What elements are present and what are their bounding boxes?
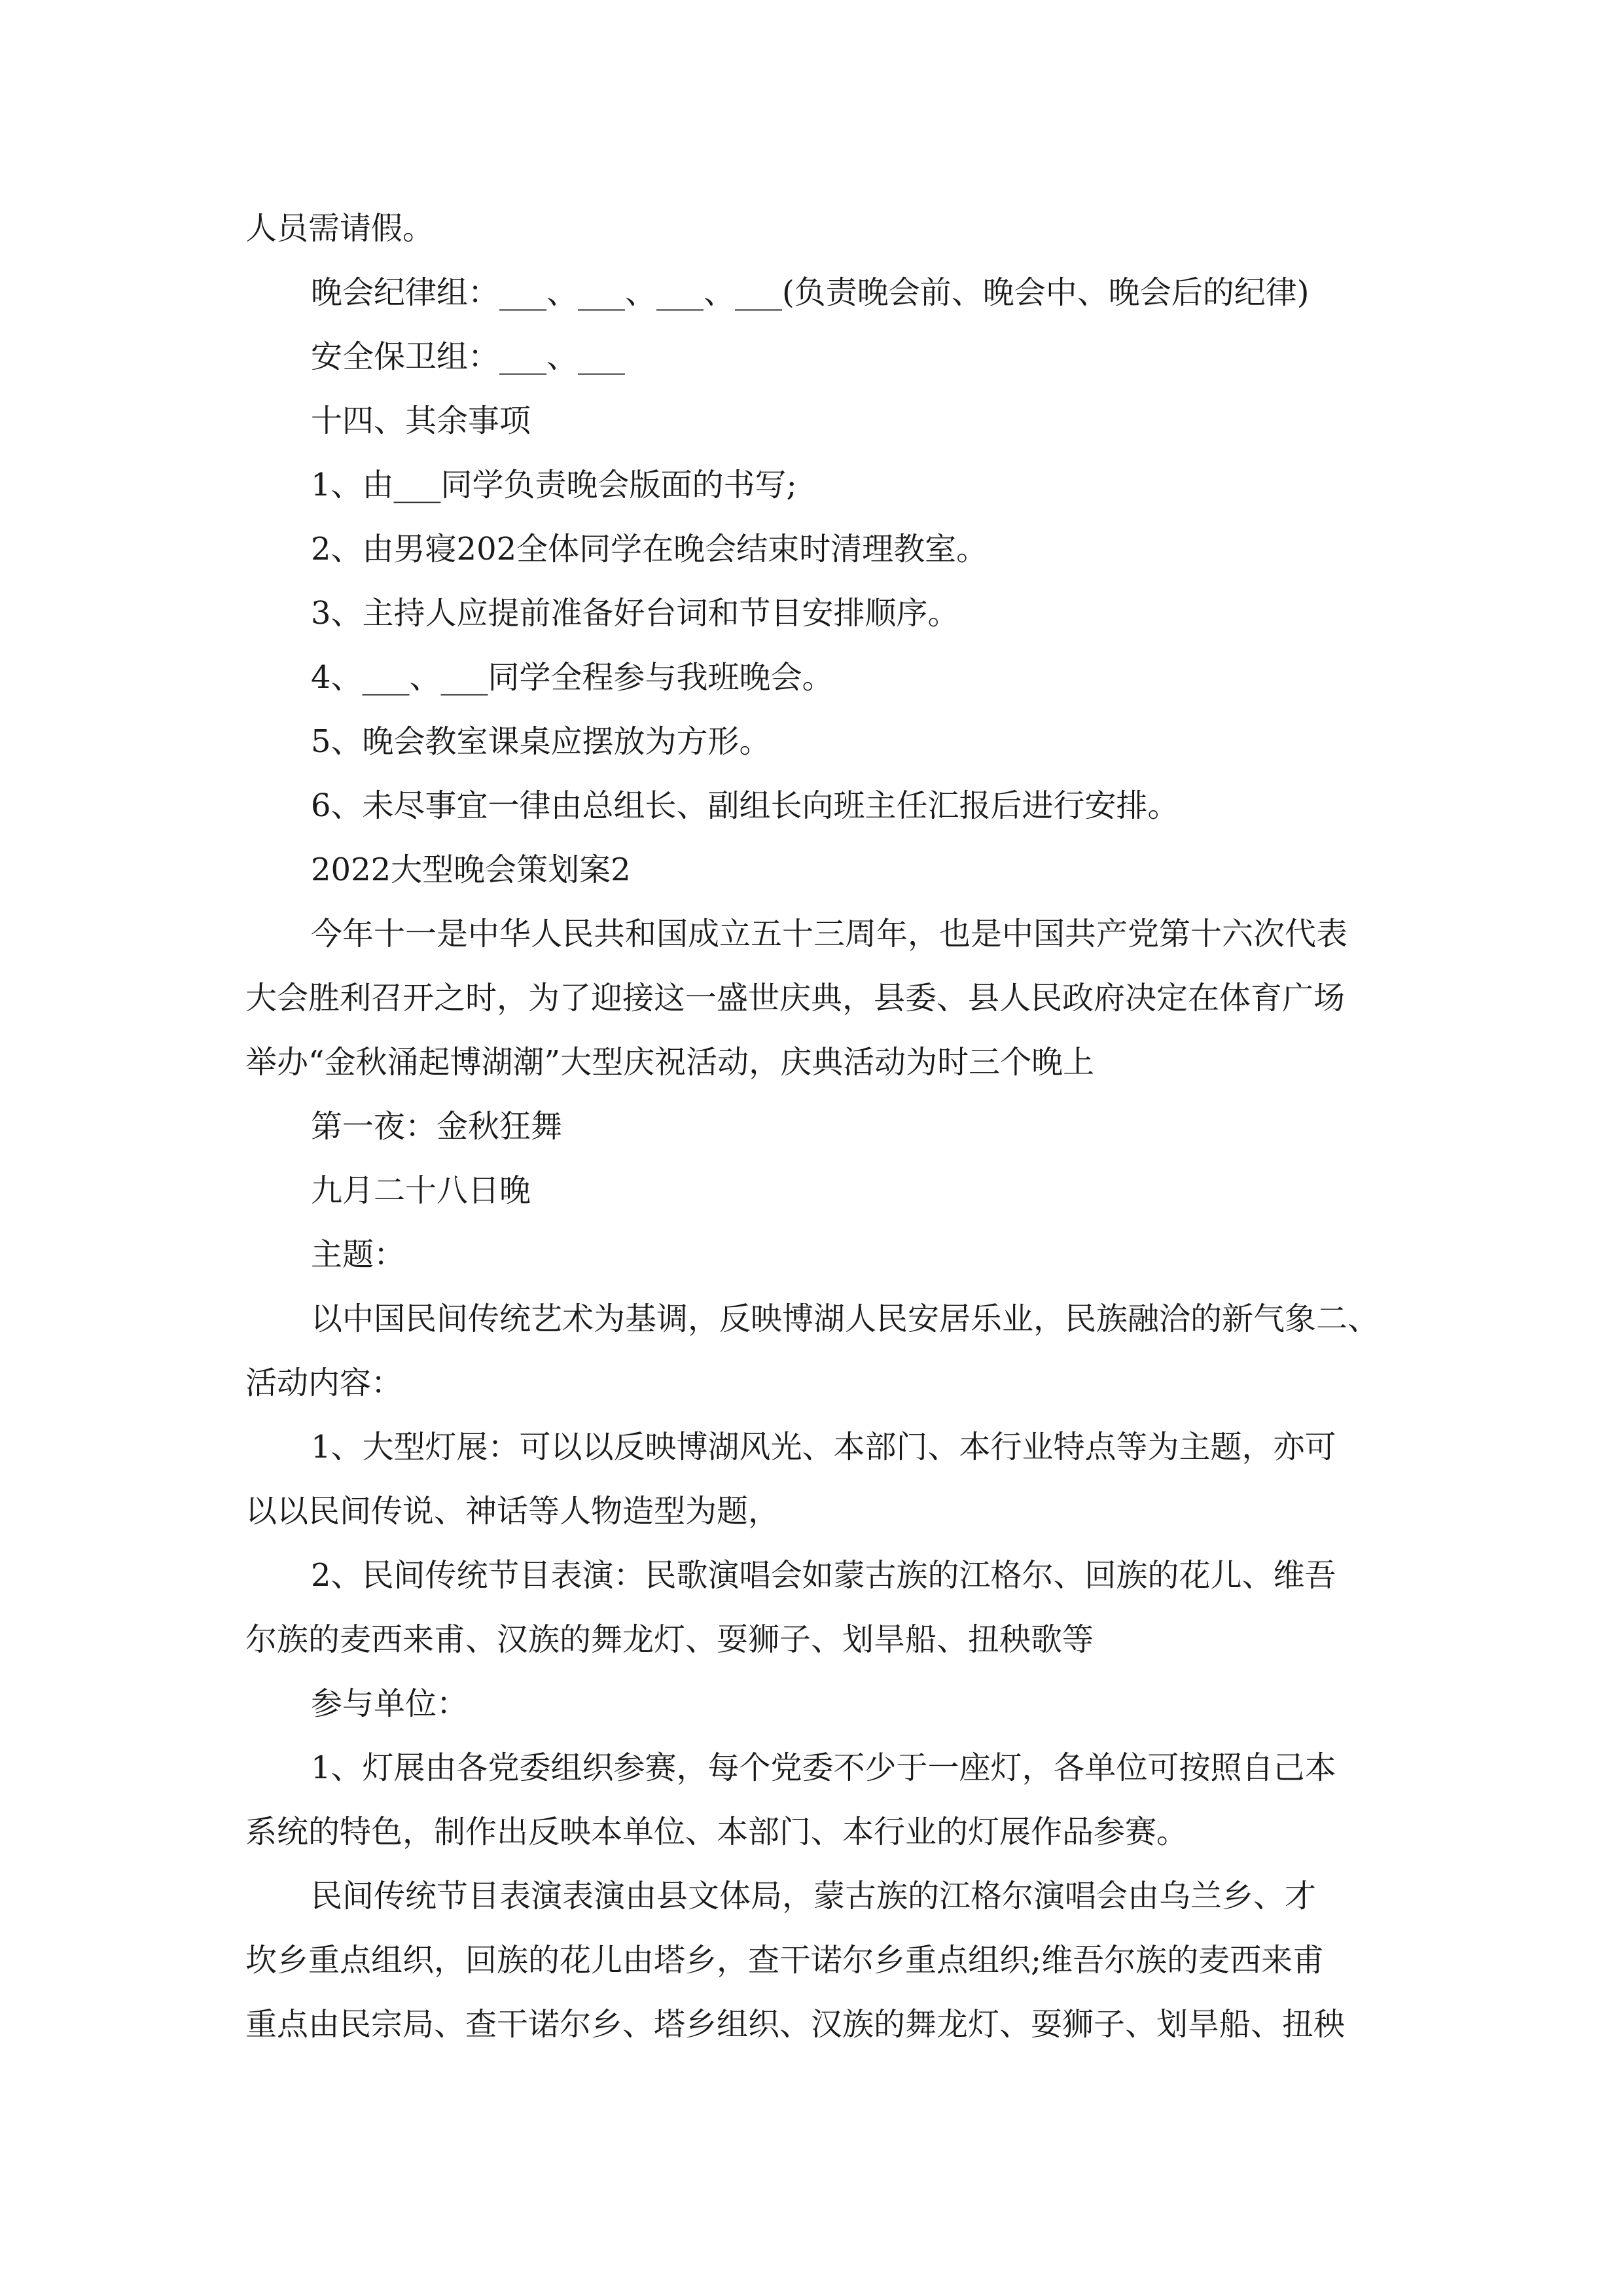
- text-line: 以以民间传说、神话等人物造型为题，: [245, 1493, 780, 1530]
- text-line: 4、___、___同学全程参与我班晚会。: [311, 659, 834, 696]
- text-line: 5、晚会教室课桌应摆放为方形。: [311, 723, 771, 760]
- text-line: 十四、其余事项: [311, 403, 531, 439]
- text-line: 系统的特色，制作出反映本单位、本部门、本行业的灯展作品参赛。: [245, 1814, 1188, 1850]
- text-line: 2022大型晚会策划案2: [311, 852, 631, 888]
- text-line: 3、主持人应提前准备好台词和节目安排顺序。: [311, 595, 959, 632]
- text-line: 1、灯展由各党委组织参赛，每个党委不少于一座灯，各单位可按照自己本: [311, 1749, 1336, 1786]
- text-line: 民间传统节目表演表演由县文体局，蒙古族的江格尔演唱会由乌兰乡、才: [311, 1878, 1317, 1914]
- text-line: 安全保卫组：___、___: [311, 338, 626, 375]
- text-line: 以中国民间传统艺术为基调，反映博湖人民安居乐业，民族融洽的新气象二、: [311, 1300, 1380, 1337]
- text-line: 主题：: [311, 1236, 406, 1273]
- text-line: 晚会纪律组：___、___、___、___(负责晚会前、晚会中、晚会后的纪律): [311, 274, 1310, 311]
- text-line: 九月二十八日晚: [311, 1172, 531, 1209]
- text-line: 人员需请假。: [245, 210, 435, 247]
- text-line: 大会胜利召开之时，为了迎接这一盛世庆典，县委、县人民政府决定在体育广场: [245, 980, 1346, 1016]
- text-line: 举办“金秋涌起博湖潮”大型庆祝活动，庆典活动为时三个晚上: [245, 1044, 1095, 1081]
- text-line: 2、由男寝202全体同学在晚会结束时清理教室。: [311, 531, 988, 567]
- text-line: 尔族的麦西来甫、汉族的舞龙灯、耍狮子、划旱船、扭秧歌等: [245, 1621, 1094, 1658]
- text-line: 6、未尽事宜一律由总组长、副组长向班主任汇报后进行安排。: [311, 787, 1179, 824]
- text-line: 2、民间传统节目表演：民歌演唱会如蒙古族的江格尔、回族的花儿、维吾: [311, 1557, 1336, 1594]
- text-line: 参与单位：: [311, 1685, 469, 1722]
- text-line: 今年十一是中华人民共和国成立五十三周年，也是中国共产党第十六次代表: [311, 916, 1348, 952]
- text-line: 1、由___同学负责晚会版面的书写;: [311, 467, 797, 503]
- text-line: 第一夜：金秋狂舞: [311, 1108, 563, 1145]
- text-line: 坎乡重点组织，回族的花儿由塔乡，查干诺尔乡重点组织;维吾尔族的麦西来甫: [245, 1942, 1325, 1979]
- text-line: 1、大型灯展：可以以反映博湖风光、本部门、本行业特点等为主题，亦可: [311, 1429, 1336, 1465]
- document-body: [245, 196, 1381, 2056]
- text-line: 重点由民宗局、查干诺尔乡、塔乡组织、汉族的舞龙灯、耍狮子、划旱船、扭秧: [245, 2006, 1346, 2043]
- text-line: 活动内容：: [245, 1365, 403, 1401]
